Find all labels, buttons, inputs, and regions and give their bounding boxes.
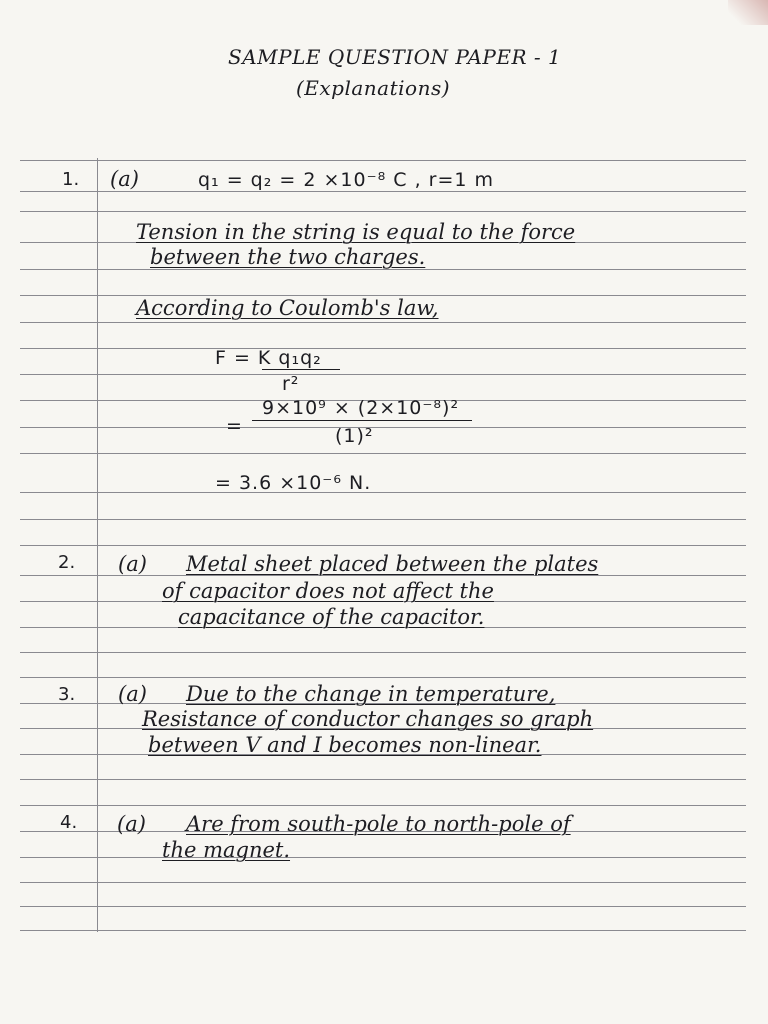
ruled-line (20, 805, 746, 806)
formula-substitution-numerator: 9×10⁹ × (2×10⁻⁸)² (262, 397, 460, 419)
ruled-line (20, 427, 746, 428)
ruled-line (20, 779, 746, 780)
ruled-line (20, 269, 746, 270)
ruled-line (20, 882, 746, 883)
answer-3-line-1: Due to the change in temperature, (186, 682, 556, 706)
answer-1-line-2: between the two charges. (150, 245, 426, 269)
formula-result: = 3.6 ×10⁻⁶ N. (215, 472, 372, 494)
ruled-line (20, 906, 746, 907)
ruled-line (20, 857, 746, 858)
ruled-line (20, 211, 746, 212)
ruled-line (20, 545, 746, 546)
margin-line (97, 158, 98, 932)
ruled-line (20, 322, 746, 323)
answer-1-line-3: According to Coulomb's law, (136, 296, 439, 320)
fraction-bar (252, 420, 472, 421)
ruled-line (20, 453, 746, 454)
ruled-line (20, 348, 746, 349)
page-corner-shadow (728, 0, 768, 25)
ruled-line (20, 374, 746, 375)
answer-3-line-3: between V and I becomes non-linear. (148, 733, 542, 757)
answer-1-line-1: Tension in the string is equal to the force (136, 220, 576, 244)
fraction-bar (262, 369, 340, 370)
ruled-line (20, 492, 746, 493)
answer-3-option: (a) (118, 682, 147, 706)
ruled-line (20, 652, 746, 653)
answer-3-line-2: Resistance of conductor changes so graph (142, 707, 594, 731)
answer-4-line-2: the magnet. (162, 838, 291, 862)
formula-substitution-denominator: (1)² (335, 425, 374, 447)
answer-3-number: 3. (58, 684, 76, 705)
ruled-line (20, 519, 746, 520)
ruled-line (20, 160, 746, 161)
answer-4-line-1: Are from south-pole to north-pole of (186, 812, 571, 836)
answer-2-line-2: of capacitor does not affect the (162, 579, 494, 603)
formula-coulomb-denominator: r² (282, 373, 300, 395)
answer-2-line-3: capacitance of the capacitor. (178, 605, 485, 629)
formula-equals-sign: = (226, 415, 243, 437)
ruled-line (20, 930, 746, 931)
answer-1-option: (a) (110, 167, 139, 191)
page-title: SAMPLE QUESTION PAPER - 1 (228, 45, 562, 69)
answer-1-given: q₁ = q₂ = 2 ×10⁻⁸ C , r=1 m (198, 169, 495, 191)
page-subtitle: (Explanations) (296, 76, 451, 100)
answer-2-number: 2. (58, 552, 76, 573)
answer-4-number: 4. (60, 812, 78, 833)
answer-4-option: (a) (117, 812, 146, 836)
formula-coulomb-numerator: F = K q₁q₂ (215, 347, 322, 369)
ruled-line (20, 677, 746, 678)
answer-1-number: 1. (62, 169, 80, 190)
answer-2-line-1: Metal sheet placed between the plates (186, 552, 599, 576)
answer-2-option: (a) (118, 552, 147, 576)
